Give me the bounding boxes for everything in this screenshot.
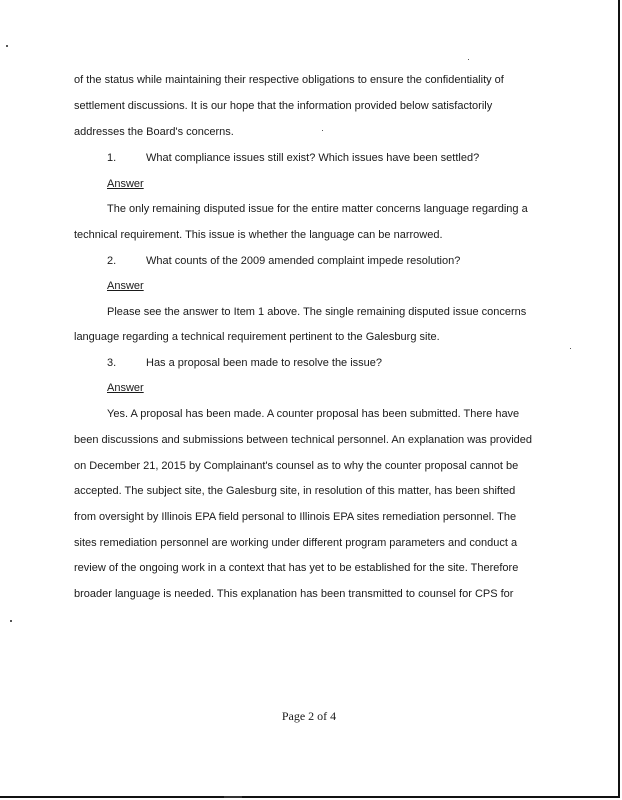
page-number: Page 2 of 4 — [281, 709, 337, 723]
answer-line: Please see the answer to Item 1 above. The single remaining disputed issue concerns — [107, 306, 527, 318]
answer-line: been discussions and submissions between technical personnel. An explanation was provided — [74, 434, 533, 446]
item-question: Has a proposal been made to resolve the issue? — [146, 357, 383, 369]
answer-line: from oversight by Illinois EPA field personal to Illinois EPA sites remediation personnel. The — [74, 511, 517, 523]
paragraph-line: of the status while maintaining their respective obligations to ensure the confidentiality of — [74, 74, 504, 86]
scan-speck — [6, 45, 8, 47]
scan-speck — [468, 59, 469, 60]
answer-line: on December 21, 2015 by Complainant's counsel as to why the counter proposal cannot be — [74, 460, 519, 472]
answer-line: technical requirement. This issue is whether the language can be narrowed. — [74, 229, 443, 241]
item-question: What compliance issues still exist? Which issues have been settled? — [146, 152, 480, 164]
item-question: What counts of the 2009 amended complaint impede resolution? — [146, 255, 461, 267]
answer-line: The only remaining disputed issue for the entire matter concerns language regarding a — [107, 203, 528, 215]
answer-line: broader language is needed. This explanation has been transmitted to counsel for CPS for — [74, 588, 514, 600]
answer-line: Yes. A proposal has been made. A counter proposal has been submitted. There have — [107, 408, 520, 420]
scan-mark — [224, 796, 242, 798]
answer-line: sites remediation personnel are working under different program parameters and conduct a — [74, 537, 518, 549]
scan-speck — [322, 130, 323, 131]
answer-line: language regarding a technical requirement pertinent to the Galesburg site. — [74, 331, 440, 343]
answer-line: accepted. The subject site, the Galesburg site, in resolution of this matter, has been shifted — [74, 485, 516, 497]
answer-heading: Answer — [107, 280, 144, 292]
item-number: 1. — [107, 152, 117, 164]
paragraph-line: settlement discussions. It is our hope that the information provided below satisfactorily — [74, 100, 493, 112]
scan-speck — [570, 348, 571, 349]
paragraph-line: addresses the Board's concerns. — [74, 126, 234, 138]
item-number: 3. — [107, 357, 117, 369]
item-number: 2. — [107, 255, 117, 267]
answer-heading: Answer — [107, 382, 144, 394]
answer-line: review of the ongoing work in a context that has yet to be established for the site. Therefore — [74, 562, 519, 574]
answer-heading: Answer — [107, 178, 144, 190]
scan-speck — [10, 620, 12, 622]
